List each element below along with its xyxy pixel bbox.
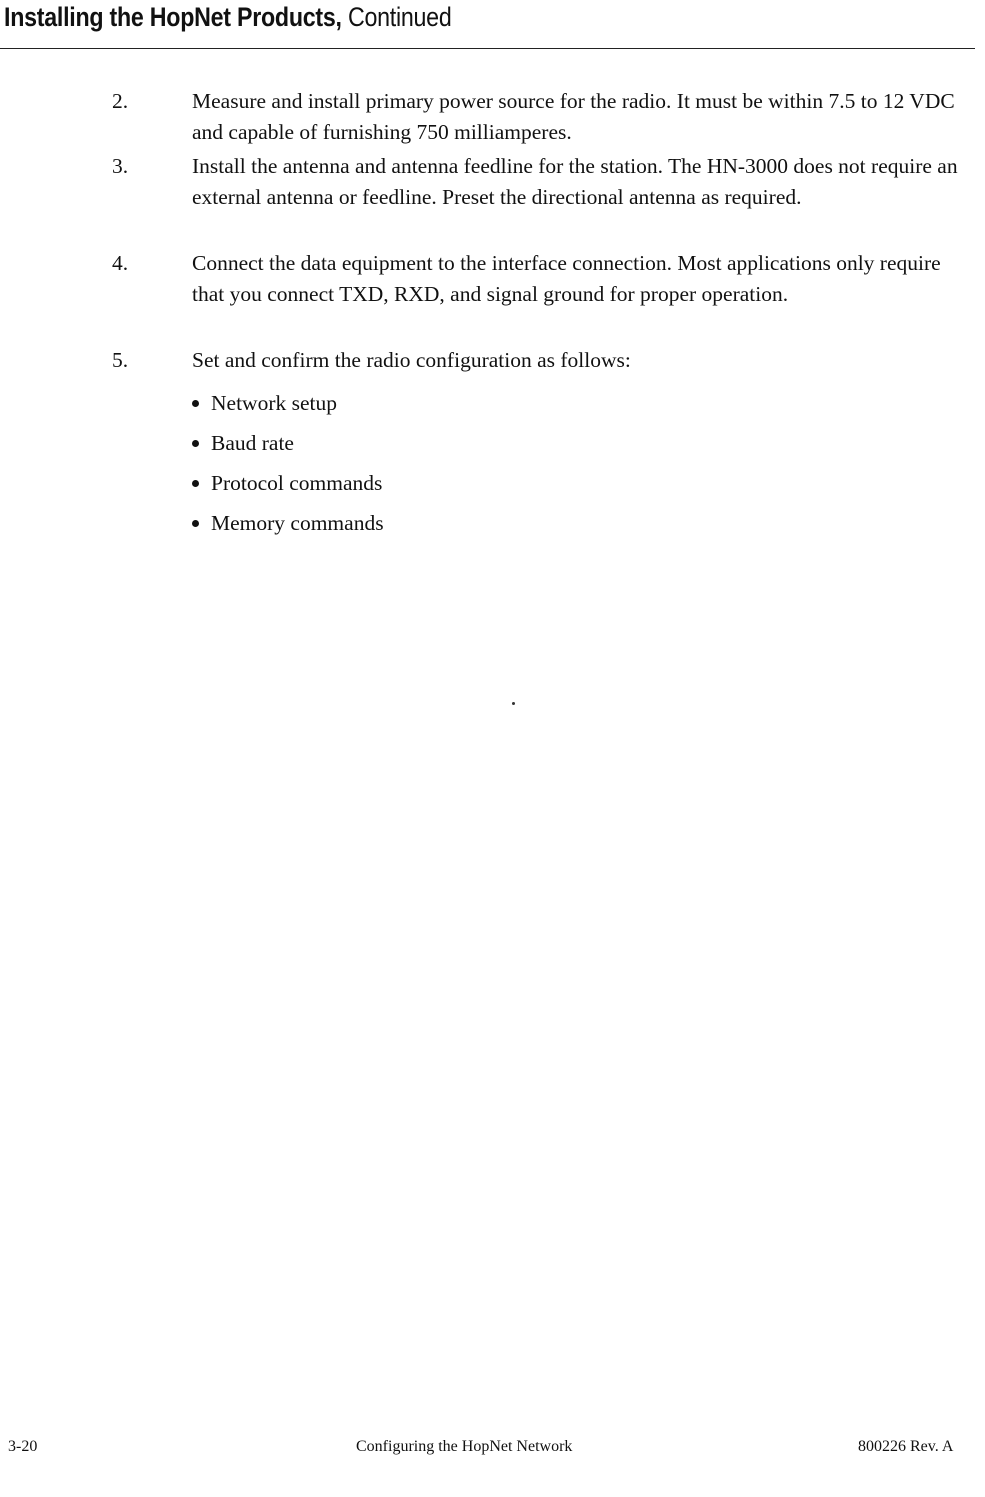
scan-speck: [512, 702, 515, 705]
step-text: Connect the data equipment to the interface connection. Most applications only require that you connect TXD, RXD, and signal ground for proper operation.: [192, 251, 941, 306]
bullet-text: Protocol commands: [211, 471, 383, 495]
page-header: [4, 0, 451, 40]
bullet-icon: [192, 480, 199, 487]
footer-doc-revision: 800226 Rev. A: [858, 1438, 954, 1455]
header-rule: [0, 48, 975, 49]
step-text: Set and confirm the radio configuration as follows:: [192, 348, 631, 372]
step-number: 5.: [112, 348, 129, 372]
header-continued: Continued: [347, 2, 452, 32]
list-item: [192, 428, 294, 459]
bullet-text: Network setup: [211, 391, 337, 415]
step-text: Measure and install primary power source for the radio. It must be within 7.5 to 12 VDC and capable of furnishing 750 milliamperes.: [192, 89, 955, 144]
bullet-icon: [192, 440, 199, 447]
bullet-text: Baud rate: [211, 431, 294, 455]
list-item: [192, 468, 382, 499]
step-number: 2.: [112, 89, 129, 113]
footer-chapter-title: Configuring the HopNet Network: [356, 1438, 573, 1455]
bullet-text: Memory commands: [211, 511, 384, 535]
step-number: 4.: [112, 251, 129, 275]
step-text: Install the antenna and antenna feedline for the station. The HN-3000 does not require an external antenna or feedline. Preset the directional antenna as required.: [192, 154, 958, 209]
step-number: 3.: [112, 154, 129, 178]
header-title: Installing the HopNet Products,: [4, 2, 342, 32]
bullet-icon: [192, 400, 199, 407]
bullet-icon: [192, 520, 199, 527]
list-item: [192, 508, 384, 539]
list-item: [192, 388, 337, 419]
footer-page-number: 3-20: [8, 1438, 38, 1455]
